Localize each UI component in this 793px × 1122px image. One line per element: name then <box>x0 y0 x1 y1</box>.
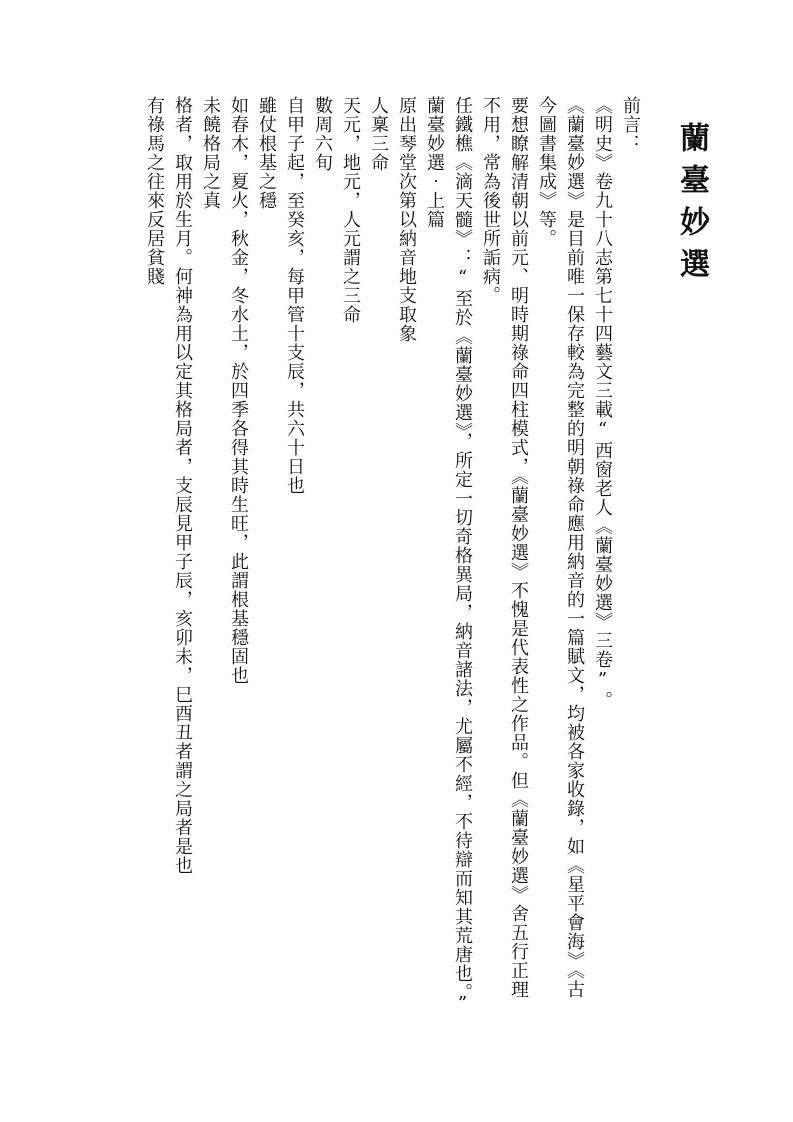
text-column: 今圖書集成》等。 <box>536 96 557 248</box>
document-body <box>112 96 644 1026</box>
text-column: 有祿馬之往來反居貧賤 <box>144 96 165 286</box>
text-column: 天元，地元，人元謂之三命 <box>340 96 361 324</box>
text-column: 自甲子起，至癸亥，每甲管十支辰，共六十日也 <box>284 96 305 495</box>
text-column: 數周六旬 <box>312 96 333 172</box>
text-column: 要想瞭解清朝以前元、明時期祿命四柱模式，《蘭臺妙選》不愧是代表性之作品。但《蘭臺妙選》舍五行正理 <box>508 96 529 999</box>
document-title: 蘭臺妙選 <box>674 122 709 290</box>
text-column: 雖仗根基之穩 <box>256 96 277 210</box>
text-column: 蘭臺妙選‧上篇 <box>424 96 445 229</box>
text-column: 人稟三命 <box>368 96 389 172</box>
text-column: 如春木，夏火，秋金，冬水土，於四季各得其時生旺，此謂根基穩固也 <box>228 96 249 685</box>
text-column: 任鐵樵《滴天髓》：“至於《蘭臺妙選》，所定一切奇格異局，納音諸法，尤屬不經，不待辯而知其荒唐也。” <box>452 96 473 1015</box>
text-column: 《蘭臺妙選》是目前唯一保存較為完整的明朝祿命應用納音的一篇賦文，均被各家收錄，如《星平會海》《古 <box>564 96 585 999</box>
text-column: 《明史》卷九十八志第七十四藝文三載“西窗老人《蘭臺妙選》三卷”。 <box>592 96 613 710</box>
text-column: 未饒格局之真 <box>200 96 221 210</box>
text-column: 前言： <box>620 96 641 153</box>
text-column: 原出琴堂次第以納音地支取象 <box>396 96 417 343</box>
text-column: 格者，取用於生月。何神為用以定其格局者，支辰見甲子辰，亥卯未，巳酉丑者謂之局者是也 <box>172 96 193 875</box>
text-column: 不用，常為後世所詬病。 <box>480 96 501 305</box>
